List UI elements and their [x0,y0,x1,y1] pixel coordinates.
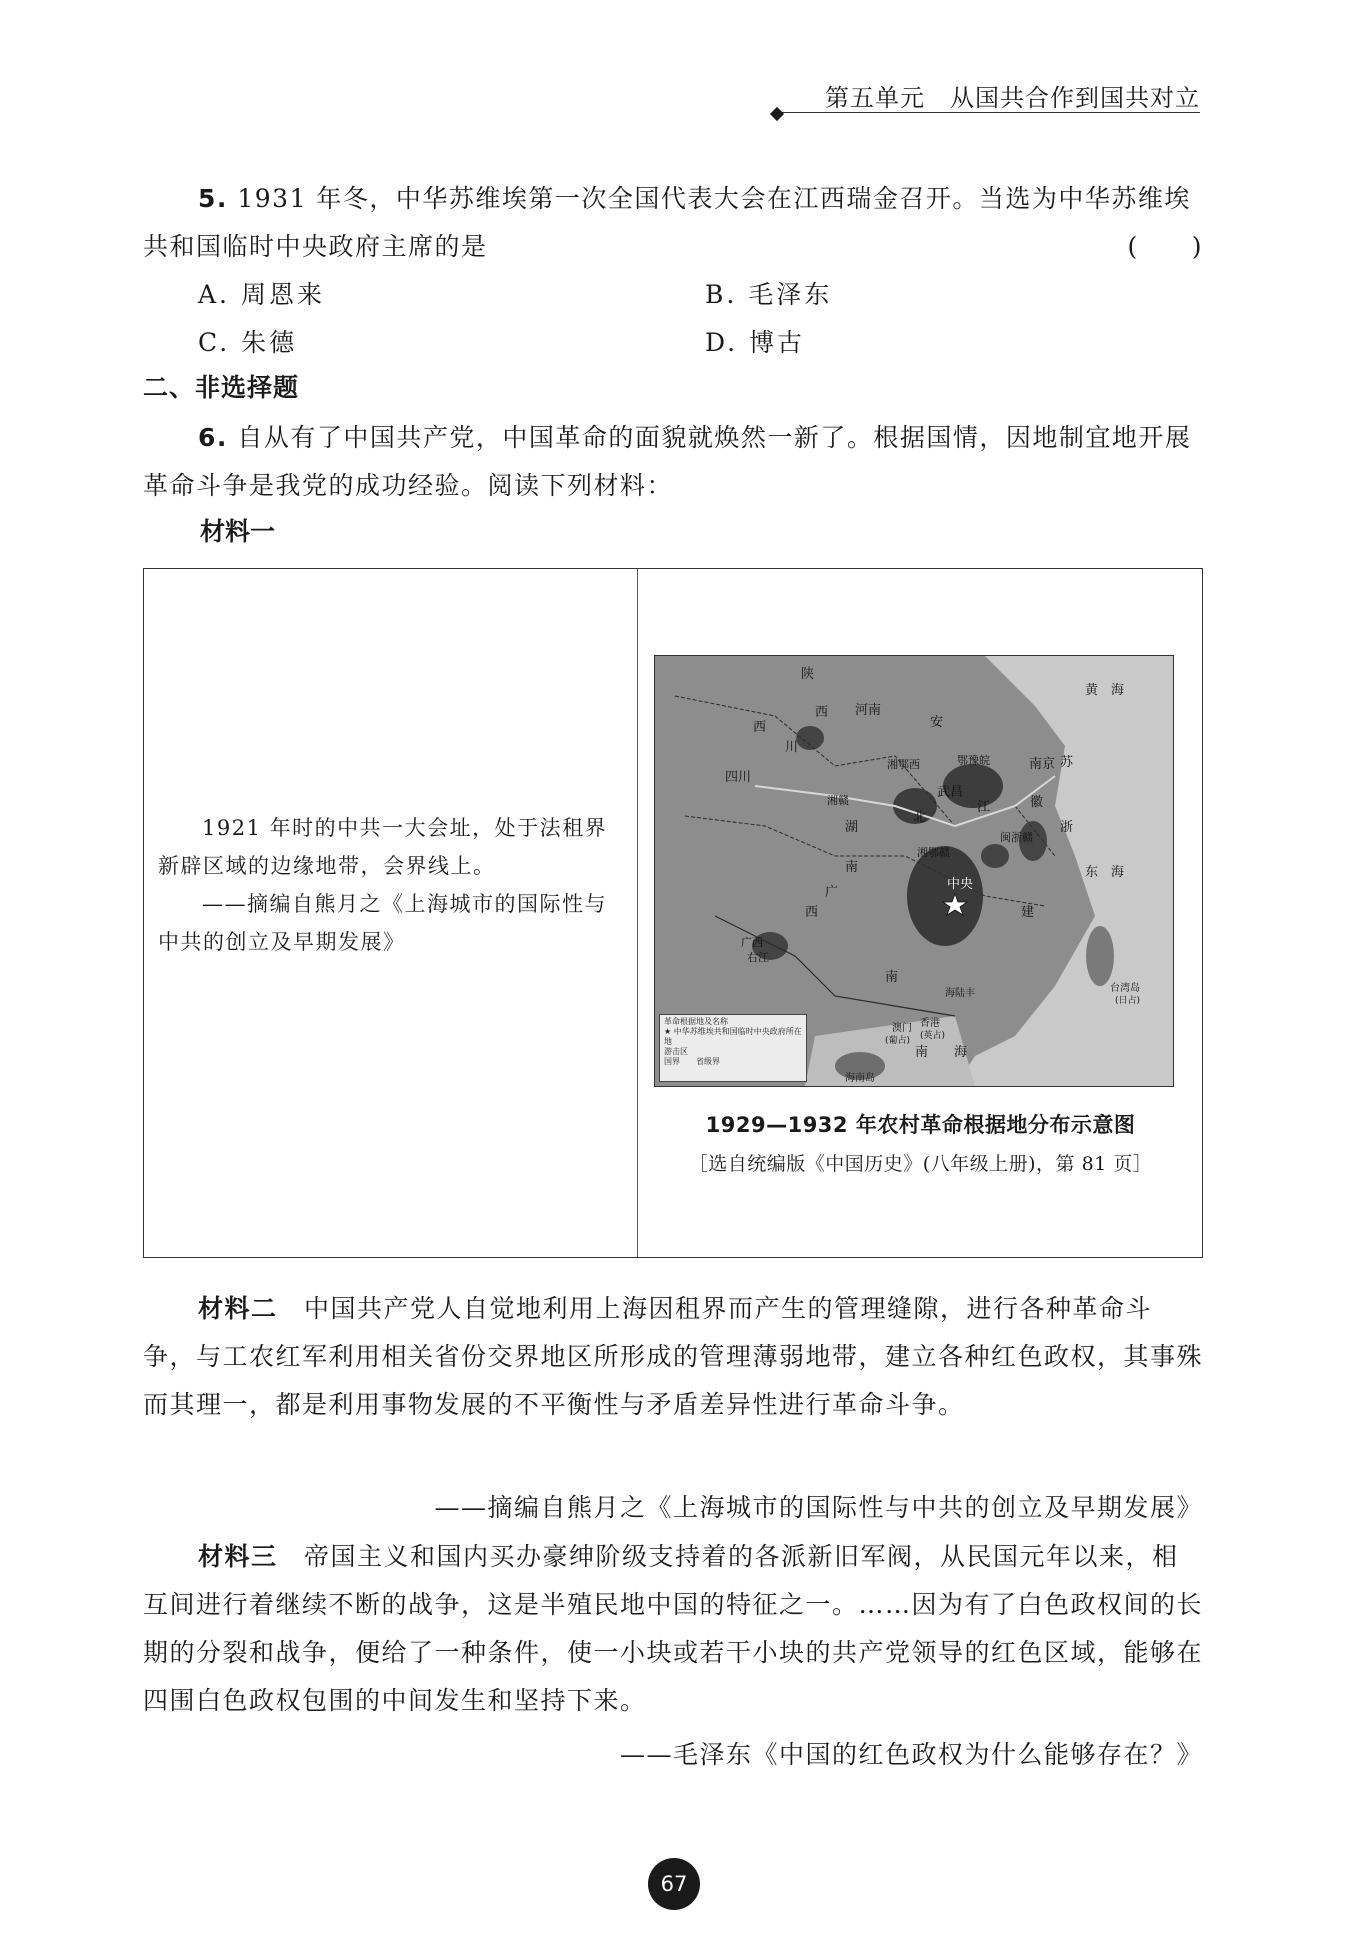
page-number: 67 [648,1858,700,1910]
map-label-chuan: 川 [785,740,799,755]
unit-header [780,78,1200,113]
answer-blank: ( ) [1127,232,1203,261]
map-title: 1929—1932 年农村革命根据地分布示意图 [705,1113,1136,1137]
map-label-eyuwan: 鄂豫皖 [957,754,990,767]
material-1-left [158,809,628,961]
legend-item: 游击区 [664,1047,688,1056]
map-label-xiangexi: 湘鄂西 [887,758,920,771]
map-label-ying-zhan: (英占) [920,1031,946,1041]
legend-item: ★ 中华苏维埃共和国临时中央政府所在地 [664,1027,802,1046]
base-area [796,726,824,750]
question-text: 1931 年冬，中华苏维埃第一次全国代表大会在江西瑞金召开。当选为中华苏维埃共和国临时中央政府主席的是 [143,184,1191,261]
section-title: 二、非选择题 [143,373,300,402]
option-a: A. 周恩来 [198,280,325,309]
map-label-central: 中央 [947,877,974,892]
map-source: ［选自统编版《中国历史》(八年级上册)，第 81 页］ [688,1153,1153,1175]
material-2-label: 材料二 [198,1294,278,1323]
map-label-guangdong: 广 [825,885,839,900]
map-label-hunan: 湖 [845,820,859,835]
material-3-label: 材料三 [198,1542,278,1571]
sea-area [955,656,1173,1086]
base-area-central [907,846,983,946]
taiwan-island [1086,926,1114,986]
legend-item: 革命根据地及名称 [664,1017,728,1026]
base-areas-map [654,655,1174,1087]
material-3-source: ——毛泽东《中国的红色政权为什么能够存在？》 [619,1740,1203,1769]
map-label-taiwan: 台湾岛 [1110,983,1140,994]
base-area-minzhegan [981,844,1009,868]
map-label-anhui: 徽 [1030,795,1044,810]
map-label-nanjing: 南京 [1029,757,1056,772]
map-label-jiangsu: 苏 [1060,755,1074,770]
site-source: ——摘编自熊月之《上海城市的国际性与中共的创立及早期发展》 [158,892,607,954]
map-label-xianggan: 湘赣 [827,794,849,807]
material-2-source: ——摘编自熊月之《上海城市的国际性与中共的创立及早期发展》 [434,1493,1203,1522]
map-label-youjiang: 右江 [747,951,769,964]
map-label-wuchang: 武昌 [937,785,964,800]
question-5 [143,175,1203,271]
question-number: 6. [198,423,228,452]
question-6 [143,414,1203,510]
map-label-nan: 南 [845,860,859,875]
map-label-zhejiang: 浙 [1060,820,1074,835]
map-label-minzhegan: 闽浙赣 [1000,831,1033,844]
map-label-hailufeng: 海陆丰 [945,988,975,999]
map-label-pu-zhan: (葡占) [885,1036,911,1046]
map-label-xi3: 西 [753,720,767,735]
option-b: B. 毛泽东 [705,280,833,309]
map-label-xiangegan: 湘鄂赣 [917,846,950,859]
site-description: 1921 年时的中共一大会址，处于法租界新辟区域的边缘地带，会界线上。 [158,816,608,878]
map-label-henan: 河南 [855,703,882,718]
map-label-an: 安 [930,715,944,730]
option-d: D. 博古 [705,328,806,357]
material-3-text: 帝国主义和国内买办豪绅阶级支持着的各派新旧军阀，从民国元年以来，相互间进行着继续不断的战争，这是半殖民地中国的特征之一。……因为有了白色政权间的长期的分裂和战争，便给了一种条件，使一小块或若干小块的共产党领导的红色区域，能够在四围白色政权包围的中间发生和坚持下来。 [143,1542,1204,1715]
legend-item: 国界 省级界 [664,1057,720,1066]
question-intro: 自从有了中国共产党，中国革命的面貌就焕然一新了。根据国情，因地制宜地开展革命斗争是我党的成功经验。阅读下列材料： [143,423,1192,500]
map-label-xi2: 西 [805,905,819,920]
map-label-macau: 澳门 [892,1023,912,1034]
map-label-shaanxi: 陕 [801,667,815,682]
map-label-fujian: 建 [1021,905,1035,920]
map-label-east-sea: 东 海 [1085,865,1125,880]
map-label-guangxi: 广西 [741,936,763,949]
map-label-jiangxi: 江 [977,800,991,815]
map-label-south-sea: 南 海 [915,1045,968,1060]
map-legend [659,1014,807,1082]
map-label-yellow-sea: 黄 海 [1085,683,1125,698]
map-label-hubei: 北 [913,810,927,825]
material-1-box [143,568,1203,1258]
material-3 [143,1533,1203,1725]
unit-title: 第五单元 从国共合作到国共对立 [825,84,1200,112]
map-label-xi1: 西 [815,705,829,720]
question-number: 5. [198,184,228,213]
map-label-hainan: 海南岛 [845,1073,875,1084]
map-label-hongkong: 香港 [920,1018,940,1029]
map-label-nan2: 南 [885,970,899,985]
material-1-label: 材料一 [200,517,276,546]
map-label-ri-zhan: (日占) [1115,996,1141,1006]
material-2-text: 中国共产党人自觉地利用上海因租界而产生的管理缝隙，进行各种革命斗争，与工农红军利用相关省份交界地区所形成的管理薄弱地带，建立各种红色政权，其事殊而其理一，都是利用事物发展的不平衡性与矛盾差异性进行革命斗争。 [143,1294,1204,1419]
material-2 [143,1285,1203,1429]
diamond-icon [770,107,784,121]
option-c: C. 朱德 [198,328,298,357]
map-label-sichuan: 四川 [725,770,752,785]
